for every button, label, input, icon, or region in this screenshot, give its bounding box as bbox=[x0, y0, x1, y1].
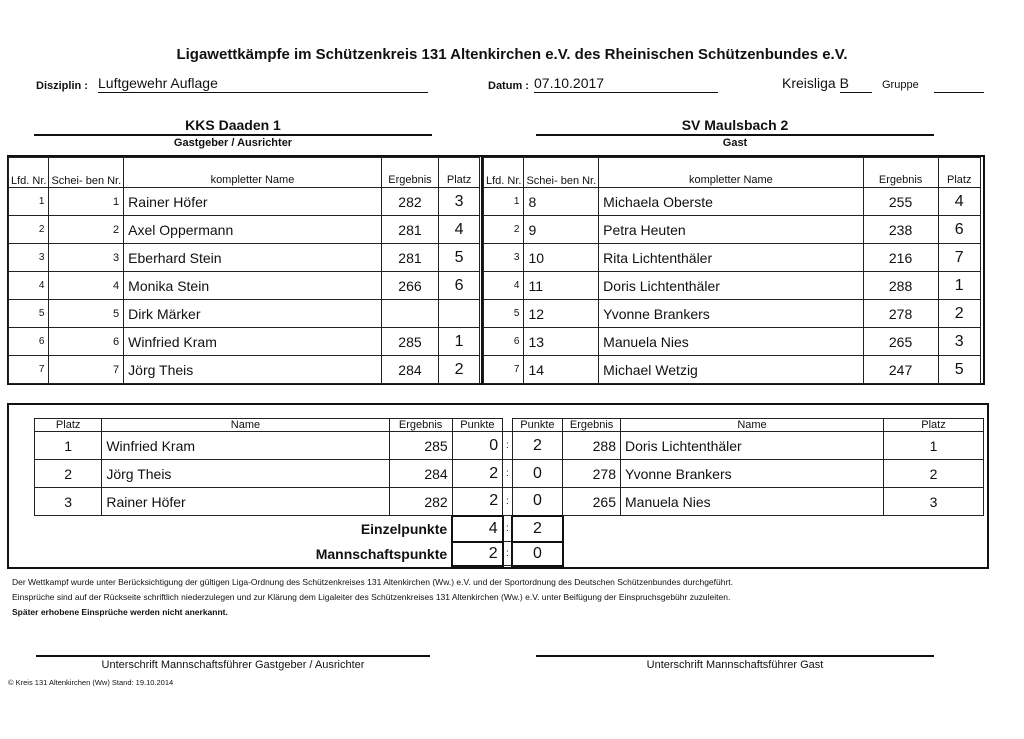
empty-cell bbox=[563, 542, 984, 566]
footer-note-2: Einsprüche sind auf der Rückseite schriftlich niederzulegen und zur Klärung dem Ligaleiter des Schützenkreises 131 Altenkirchen (Ww.) e.V. unter Beifügung der Einspruchsgebühr zuzuleiten. bbox=[12, 592, 731, 602]
colon-cell: : bbox=[503, 460, 512, 488]
name-cell[interactable]: Monika Stein bbox=[124, 272, 382, 300]
scheibe-cell[interactable]: 2 bbox=[49, 216, 124, 244]
scheibe-cell[interactable]: 1 bbox=[49, 188, 124, 216]
empty-cell bbox=[563, 516, 984, 542]
signature-label-home: Unterschrift Mannschaftsführer Gastgeber / Ausrichter bbox=[101, 659, 365, 671]
footer-note-1: Der Wettkampf wurde unter Berücksichtigung der gültigen Liga-Ordnung des Schützenkreises 131 Altenkirchen (Ww.) e.V. und der Sportordnung des Deutschen Schützenbundes durchgeführt. bbox=[12, 577, 734, 587]
name-cell[interactable]: Rainer Höfer bbox=[124, 188, 382, 216]
guest-ergebnis-cell[interactable]: 278 bbox=[563, 460, 621, 488]
scheibe-cell[interactable]: 5 bbox=[49, 300, 124, 328]
col-platz: Platz bbox=[938, 158, 981, 188]
lfd-cell[interactable]: 3 bbox=[9, 244, 49, 272]
lfd-cell[interactable]: 4 bbox=[484, 272, 524, 300]
datum-value: 07.10.2017 bbox=[534, 75, 605, 91]
platz-cell[interactable]: 6 bbox=[439, 272, 480, 300]
col-platz: Platz bbox=[35, 419, 102, 432]
scheibe-cell[interactable]: 11 bbox=[524, 272, 599, 300]
col-lfd: Lfd. Nr. bbox=[9, 158, 49, 188]
colon-cell: : bbox=[503, 516, 512, 542]
lfd-cell[interactable]: 7 bbox=[484, 356, 524, 384]
table-row bbox=[9, 300, 480, 328]
lfd-cell[interactable]: 2 bbox=[484, 216, 524, 244]
lfd-cell[interactable]: 4 bbox=[9, 272, 49, 300]
guest-name-cell[interactable]: Doris Lichtenthäler bbox=[621, 432, 884, 460]
scheibe-cell[interactable]: 14 bbox=[524, 356, 599, 384]
ergebnis-cell[interactable]: 281 bbox=[381, 216, 438, 244]
col-platz: Platz bbox=[884, 419, 984, 432]
col-ergebnis: Ergebnis bbox=[389, 419, 452, 432]
home-roster-header bbox=[9, 158, 480, 188]
home-punkte-cell[interactable]: 2 bbox=[452, 460, 503, 488]
table-row bbox=[35, 460, 984, 488]
platz-cell[interactable]: 2 bbox=[35, 460, 102, 488]
col-scheiben: Schei- ben Nr. bbox=[524, 158, 599, 188]
platz-cell[interactable]: 2 bbox=[439, 356, 480, 384]
platz-cell[interactable]: 3 bbox=[439, 188, 480, 216]
lfd-cell[interactable]: 5 bbox=[9, 300, 49, 328]
table-row bbox=[35, 488, 984, 516]
platz-cell[interactable]: 3 bbox=[35, 488, 102, 516]
mannschaftspunkte-guest[interactable]: 0 bbox=[512, 542, 563, 566]
guest-name-cell[interactable]: Yvonne Brankers bbox=[621, 460, 884, 488]
name-cell[interactable]: Rita Lichtenthäler bbox=[599, 244, 863, 272]
ergebnis-cell[interactable]: 247 bbox=[863, 356, 938, 384]
platz-cell[interactable]: 5 bbox=[439, 244, 480, 272]
col-lfd: Lfd. Nr. bbox=[484, 158, 524, 188]
table-row bbox=[484, 244, 981, 272]
table-row bbox=[484, 328, 981, 356]
guest-name-cell[interactable]: Manuela Nies bbox=[621, 488, 884, 516]
home-team-role: Gastgeber / Ausrichter bbox=[173, 137, 293, 149]
platz-cell[interactable]: 5 bbox=[938, 356, 981, 384]
scheibe-cell[interactable]: 6 bbox=[49, 328, 124, 356]
platz-cell[interactable]: 1 bbox=[439, 328, 480, 356]
disziplin-label: Disziplin : bbox=[36, 80, 88, 92]
datum-field[interactable] bbox=[534, 75, 718, 93]
disziplin-value: Luftgewehr Auflage bbox=[98, 75, 218, 91]
guest-platz-cell[interactable]: 3 bbox=[884, 488, 984, 516]
platz-cell[interactable]: 3 bbox=[938, 328, 981, 356]
scheibe-cell[interactable]: 10 bbox=[524, 244, 599, 272]
table-row bbox=[9, 244, 480, 272]
name-cell[interactable]: Doris Lichtenthäler bbox=[599, 272, 863, 300]
signature-line-home[interactable] bbox=[36, 655, 430, 657]
lfd-cell[interactable]: 1 bbox=[9, 188, 49, 216]
guest-roster-header bbox=[484, 158, 981, 188]
guest-team-rule bbox=[536, 134, 934, 136]
scheibe-cell[interactable]: 4 bbox=[49, 272, 124, 300]
col-name: Name bbox=[621, 419, 884, 432]
col-punkte: Punkte bbox=[452, 419, 503, 432]
lfd-cell[interactable]: 7 bbox=[9, 356, 49, 384]
einzelpunkte-row bbox=[35, 516, 984, 542]
guest-team-name: SV Maulsbach 2 bbox=[681, 117, 789, 133]
mannschaftspunkte-label: Mannschaftspunkte bbox=[315, 545, 448, 562]
colon-cell: : bbox=[503, 488, 512, 516]
guest-ergebnis-cell[interactable]: 288 bbox=[563, 432, 621, 460]
ergebnis-cell[interactable]: 282 bbox=[381, 188, 438, 216]
ergebnis-cell[interactable]: 265 bbox=[863, 328, 938, 356]
ergebnis-cell[interactable]: 238 bbox=[863, 216, 938, 244]
table-row bbox=[9, 356, 480, 384]
mannschaftspunkte-row bbox=[35, 542, 984, 566]
ergebnis-cell[interactable]: 266 bbox=[381, 272, 438, 300]
einzelpunkte-home[interactable]: 4 bbox=[452, 516, 503, 542]
name-cell[interactable]: Dirk Märker bbox=[124, 300, 382, 328]
home-name-cell[interactable]: Winfried Kram bbox=[102, 432, 389, 460]
liga-underline bbox=[840, 75, 872, 93]
mannschaftspunkte-home[interactable]: 2 bbox=[452, 542, 503, 566]
table-row bbox=[9, 188, 480, 216]
home-ergebnis-cell[interactable]: 285 bbox=[389, 432, 452, 460]
home-punkte-cell[interactable]: 2 bbox=[452, 488, 503, 516]
liga-value: Kreisliga B bbox=[782, 75, 849, 91]
home-ergebnis-cell[interactable]: 284 bbox=[389, 460, 452, 488]
gruppe-field[interactable] bbox=[934, 75, 984, 93]
guest-punkte-cell[interactable]: 0 bbox=[512, 488, 563, 516]
ergebnis-cell[interactable]: 255 bbox=[863, 188, 938, 216]
guest-platz-cell[interactable]: 1 bbox=[884, 432, 984, 460]
disziplin-field[interactable] bbox=[98, 75, 428, 93]
col-ergebnis: Ergebnis bbox=[863, 158, 938, 188]
ergebnis-cell[interactable]: 281 bbox=[381, 244, 438, 272]
ergebnis-cell[interactable]: 216 bbox=[863, 244, 938, 272]
home-punkte-cell[interactable]: 0 bbox=[452, 432, 503, 460]
copyright-note: © Kreis 131 Altenkirchen (Ww) Stand: 19.10.2014 bbox=[8, 678, 174, 687]
gruppe-label: Gruppe bbox=[882, 79, 919, 91]
ergebnis-cell[interactable]: 288 bbox=[863, 272, 938, 300]
name-cell[interactable]: Michaela Oberste bbox=[599, 188, 863, 216]
table-row bbox=[35, 432, 984, 460]
footer-note-3: Später erhobene Einsprüche werden nicht anerkannt. bbox=[12, 607, 228, 617]
lfd-cell[interactable]: 6 bbox=[9, 328, 49, 356]
einzelpunkte-label: Einzelpunkte bbox=[360, 520, 448, 537]
scheibe-cell[interactable]: 8 bbox=[524, 188, 599, 216]
lfd-cell[interactable]: 1 bbox=[484, 188, 524, 216]
name-cell[interactable]: Yvonne Brankers bbox=[599, 300, 863, 328]
ergebnis-cell[interactable] bbox=[381, 300, 438, 328]
table-row bbox=[484, 272, 981, 300]
table-row bbox=[9, 272, 480, 300]
col-name: Name bbox=[102, 419, 389, 432]
name-cell[interactable]: Petra Heuten bbox=[599, 216, 863, 244]
platz-cell[interactable] bbox=[439, 300, 480, 328]
col-ergebnis: Ergebnis bbox=[563, 419, 621, 432]
table-row bbox=[9, 216, 480, 244]
signature-label-guest: Unterschrift Mannschaftsführer Gast bbox=[646, 659, 824, 671]
lfd-cell[interactable]: 5 bbox=[484, 300, 524, 328]
colon-cell: : bbox=[503, 432, 512, 460]
home-team-rule bbox=[34, 134, 432, 136]
form-title: Ligawettkämpfe im Schützenkreis 131 Altenkirchen e.V. des Rheinischen Schützenbundes e.V. bbox=[176, 46, 848, 63]
ergebnis-cell[interactable]: 278 bbox=[863, 300, 938, 328]
scheibe-cell[interactable]: 3 bbox=[49, 244, 124, 272]
platz-cell[interactable]: 2 bbox=[938, 300, 981, 328]
einzelpunkte-guest[interactable]: 2 bbox=[512, 516, 563, 542]
name-cell[interactable]: Manuela Nies bbox=[599, 328, 863, 356]
home-ergebnis-cell[interactable]: 282 bbox=[389, 488, 452, 516]
home-name-cell[interactable]: Rainer Höfer bbox=[102, 488, 389, 516]
table-row bbox=[484, 188, 981, 216]
lfd-cell[interactable]: 6 bbox=[484, 328, 524, 356]
ergebnis-cell[interactable]: 285 bbox=[381, 328, 438, 356]
scheibe-cell[interactable]: 13 bbox=[524, 328, 599, 356]
platz-cell[interactable]: 4 bbox=[938, 188, 981, 216]
summary-table bbox=[34, 418, 984, 567]
table-row bbox=[484, 216, 981, 244]
col-scheiben: Schei- ben Nr. bbox=[49, 158, 124, 188]
scheibe-cell[interactable]: 9 bbox=[524, 216, 599, 244]
table-row bbox=[484, 300, 981, 328]
lfd-cell[interactable]: 3 bbox=[484, 244, 524, 272]
ergebnis-cell[interactable]: 284 bbox=[381, 356, 438, 384]
platz-cell[interactable]: 6 bbox=[938, 216, 981, 244]
scheibe-cell[interactable]: 7 bbox=[49, 356, 124, 384]
guest-punkte-cell[interactable]: 0 bbox=[512, 460, 563, 488]
name-cell[interactable]: Jörg Theis bbox=[124, 356, 382, 384]
colon-cell: : bbox=[503, 542, 512, 566]
col-name: kompletter Name bbox=[124, 158, 382, 188]
table-row bbox=[484, 356, 981, 384]
col-name: kompletter Name bbox=[599, 158, 863, 188]
platz-cell[interactable]: 7 bbox=[938, 244, 981, 272]
name-cell[interactable]: Axel Oppermann bbox=[124, 216, 382, 244]
datum-label: Datum : bbox=[488, 80, 529, 92]
name-cell[interactable]: Michael Wetzig bbox=[599, 356, 863, 384]
guest-roster-table bbox=[483, 157, 981, 384]
guest-platz-cell[interactable]: 2 bbox=[884, 460, 984, 488]
guest-punkte-cell[interactable]: 2 bbox=[512, 432, 563, 460]
name-cell[interactable]: Winfried Kram bbox=[124, 328, 382, 356]
platz-cell[interactable]: 1 bbox=[35, 432, 102, 460]
col-platz: Platz bbox=[439, 158, 480, 188]
signature-line-guest[interactable] bbox=[536, 655, 934, 657]
platz-cell[interactable]: 1 bbox=[938, 272, 981, 300]
home-roster-table bbox=[8, 157, 480, 384]
table-row bbox=[9, 328, 480, 356]
home-name-cell[interactable]: Jörg Theis bbox=[102, 460, 389, 488]
platz-cell[interactable]: 4 bbox=[439, 216, 480, 244]
sep-cell bbox=[503, 419, 512, 432]
guest-team-role: Gast bbox=[722, 137, 748, 149]
home-team-name: KKS Daaden 1 bbox=[185, 117, 281, 133]
lfd-cell[interactable]: 2 bbox=[9, 216, 49, 244]
scheibe-cell[interactable]: 12 bbox=[524, 300, 599, 328]
summary-header bbox=[35, 419, 984, 432]
col-ergebnis: Ergebnis bbox=[381, 158, 438, 188]
guest-ergebnis-cell[interactable]: 265 bbox=[563, 488, 621, 516]
col-punkte: Punkte bbox=[512, 419, 563, 432]
name-cell[interactable]: Eberhard Stein bbox=[124, 244, 382, 272]
